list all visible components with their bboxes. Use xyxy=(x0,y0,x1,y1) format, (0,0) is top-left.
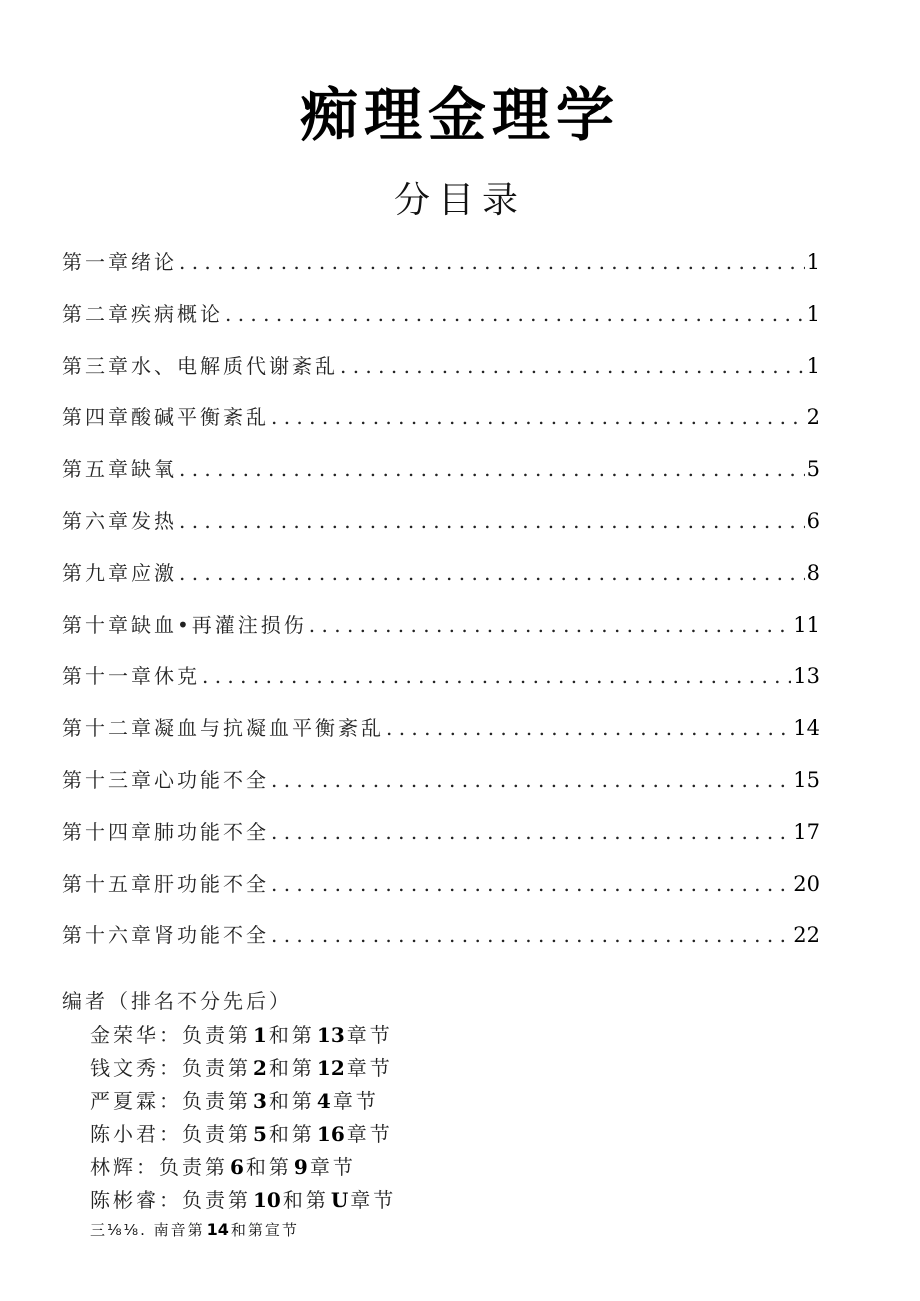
chapter-number: 3 xyxy=(253,1089,267,1113)
toc-entry-label: 第十四章肺功能不全 xyxy=(62,819,269,844)
toc-entry[interactable] xyxy=(62,401,820,453)
leader-dots xyxy=(309,613,791,637)
toc-entry-page: 14 xyxy=(793,716,820,741)
toc-entry[interactable] xyxy=(62,505,820,557)
toc-entry-label: 第十章缺血•再灌注损伤 xyxy=(62,612,307,637)
chapter-number: 16 xyxy=(316,1122,345,1146)
editor-suffix: 章节 xyxy=(346,1122,393,1146)
editor-connector: 和第 xyxy=(282,1188,329,1212)
toc-entry[interactable] xyxy=(62,660,820,712)
editor-suffix: 章节 xyxy=(350,1188,397,1212)
chapter-number: U xyxy=(330,1188,349,1212)
editor-name: 林辉：负责第 xyxy=(90,1155,228,1179)
chapter-number: 9 xyxy=(293,1155,308,1179)
toc-entry-label: 第十六章肾功能不全 xyxy=(62,923,269,948)
chapter-number: 13 xyxy=(316,1023,345,1047)
table-of-contents xyxy=(62,246,820,971)
editor-name: 钱文秀：负责第 xyxy=(90,1056,251,1080)
toc-entry[interactable] xyxy=(62,246,820,298)
toc-entry[interactable] xyxy=(62,764,820,816)
leader-dots xyxy=(225,302,805,326)
editors-heading: 编者（排名不分先后） xyxy=(62,989,292,1013)
editor-entry xyxy=(62,1085,396,1118)
toc-heading: 分目录 xyxy=(393,180,526,221)
chapter-number: 2 xyxy=(253,1056,267,1080)
toc-entry-label: 第三章水、电解质代谢紊乱 xyxy=(62,353,338,378)
chapter-number: 14 xyxy=(206,1220,229,1239)
chapter-number: 12 xyxy=(316,1056,345,1080)
toc-entry-label: 第二章疾病概论 xyxy=(62,301,223,326)
editor-name: 陈彬睿：负责第 xyxy=(90,1188,251,1212)
editor-connector: 和第 xyxy=(268,1089,315,1113)
editor-entry xyxy=(62,1217,396,1245)
toc-entry-label: 第一章绪论 xyxy=(62,250,177,274)
toc-entry-page: 2 xyxy=(806,405,820,430)
toc-entry[interactable] xyxy=(62,557,820,609)
toc-entry-page: 5 xyxy=(806,457,820,482)
toc-entry[interactable] xyxy=(62,609,820,661)
toc-entry-label: 第十一章休克 xyxy=(62,664,200,689)
editor-suffix: 章节 xyxy=(346,1023,393,1047)
toc-entry-label: 第十三章心功能不全 xyxy=(62,767,269,792)
toc-entry-page: 13 xyxy=(793,664,820,689)
leader-dots xyxy=(202,664,791,688)
editor-name: 金荣华：负责第 xyxy=(90,1023,251,1047)
leader-dots xyxy=(386,716,791,740)
toc-entry-page: 22 xyxy=(793,923,820,948)
leader-dots xyxy=(271,820,791,844)
toc-entry-label: 第十二章凝血与抗凝血平衡紊乱 xyxy=(62,716,384,741)
toc-entry-label: 第五章缺氧 xyxy=(62,457,177,482)
toc-entry-page: 11 xyxy=(793,612,820,637)
toc-entry[interactable] xyxy=(62,453,820,505)
toc-entry-page: 20 xyxy=(793,871,820,896)
toc-entry[interactable] xyxy=(62,350,820,402)
toc-entry-page: 17 xyxy=(793,819,820,844)
chapter-number: 1 xyxy=(253,1023,267,1047)
editor-suffix: 章节 xyxy=(346,1056,393,1080)
leader-dots xyxy=(271,872,791,896)
leader-dots xyxy=(271,405,805,429)
editor-entry xyxy=(62,1118,396,1151)
editor-name: 三⅛⅛. 南音第 xyxy=(90,1221,205,1239)
leader-dots xyxy=(271,923,791,947)
chapter-number: 6 xyxy=(230,1155,244,1179)
toc-entry-label: 第十五章肝功能不全 xyxy=(62,871,269,896)
leader-dots xyxy=(271,768,791,792)
toc-entry-page: 1 xyxy=(806,301,820,326)
toc-entry-label: 第四章酸碱平衡紊乱 xyxy=(62,405,269,430)
toc-entry[interactable] xyxy=(62,816,820,868)
leader-dots xyxy=(179,250,805,274)
editor-name: 陈小君：负责第 xyxy=(90,1122,251,1146)
chapter-number: 4 xyxy=(316,1089,331,1113)
toc-entry-page: 6 xyxy=(806,508,820,533)
editor-entry xyxy=(62,1184,396,1217)
toc-entry-page: 1 xyxy=(806,250,820,274)
editor-name: 严夏霖：负责第 xyxy=(90,1089,251,1113)
toc-entry[interactable] xyxy=(62,919,820,971)
toc-entry[interactable] xyxy=(62,712,820,764)
editors-section xyxy=(62,985,396,1245)
editor-entry xyxy=(62,1151,396,1184)
leader-dots xyxy=(179,509,805,533)
toc-entry-label: 第九章应激 xyxy=(62,560,177,585)
toc-entry-page: 15 xyxy=(793,767,820,792)
toc-entry[interactable] xyxy=(62,298,820,350)
editor-entry xyxy=(62,1052,396,1085)
chapter-number: 10 xyxy=(253,1188,281,1212)
toc-entry-label: 第六章发热 xyxy=(62,508,177,533)
leader-dots xyxy=(179,457,805,481)
toc-entry-page: 8 xyxy=(806,560,820,585)
editor-connector: 和第 xyxy=(268,1122,315,1146)
editor-suffix: 章节 xyxy=(309,1155,356,1179)
leader-dots xyxy=(179,561,805,585)
editor-connector: 和第 xyxy=(268,1023,315,1047)
toc-entry[interactable] xyxy=(62,868,820,920)
editor-connector: 和第 xyxy=(268,1056,315,1080)
page-title: 痴理金理学 xyxy=(299,81,620,149)
editor-connector: 和第 xyxy=(245,1155,292,1179)
editor-connector: 和第宣节 xyxy=(230,1221,299,1239)
leader-dots xyxy=(340,354,805,378)
editor-suffix: 章节 xyxy=(332,1089,379,1113)
toc-entry-page: 1 xyxy=(806,353,820,378)
chapter-number: 5 xyxy=(253,1122,267,1146)
editor-entry xyxy=(62,1019,396,1052)
